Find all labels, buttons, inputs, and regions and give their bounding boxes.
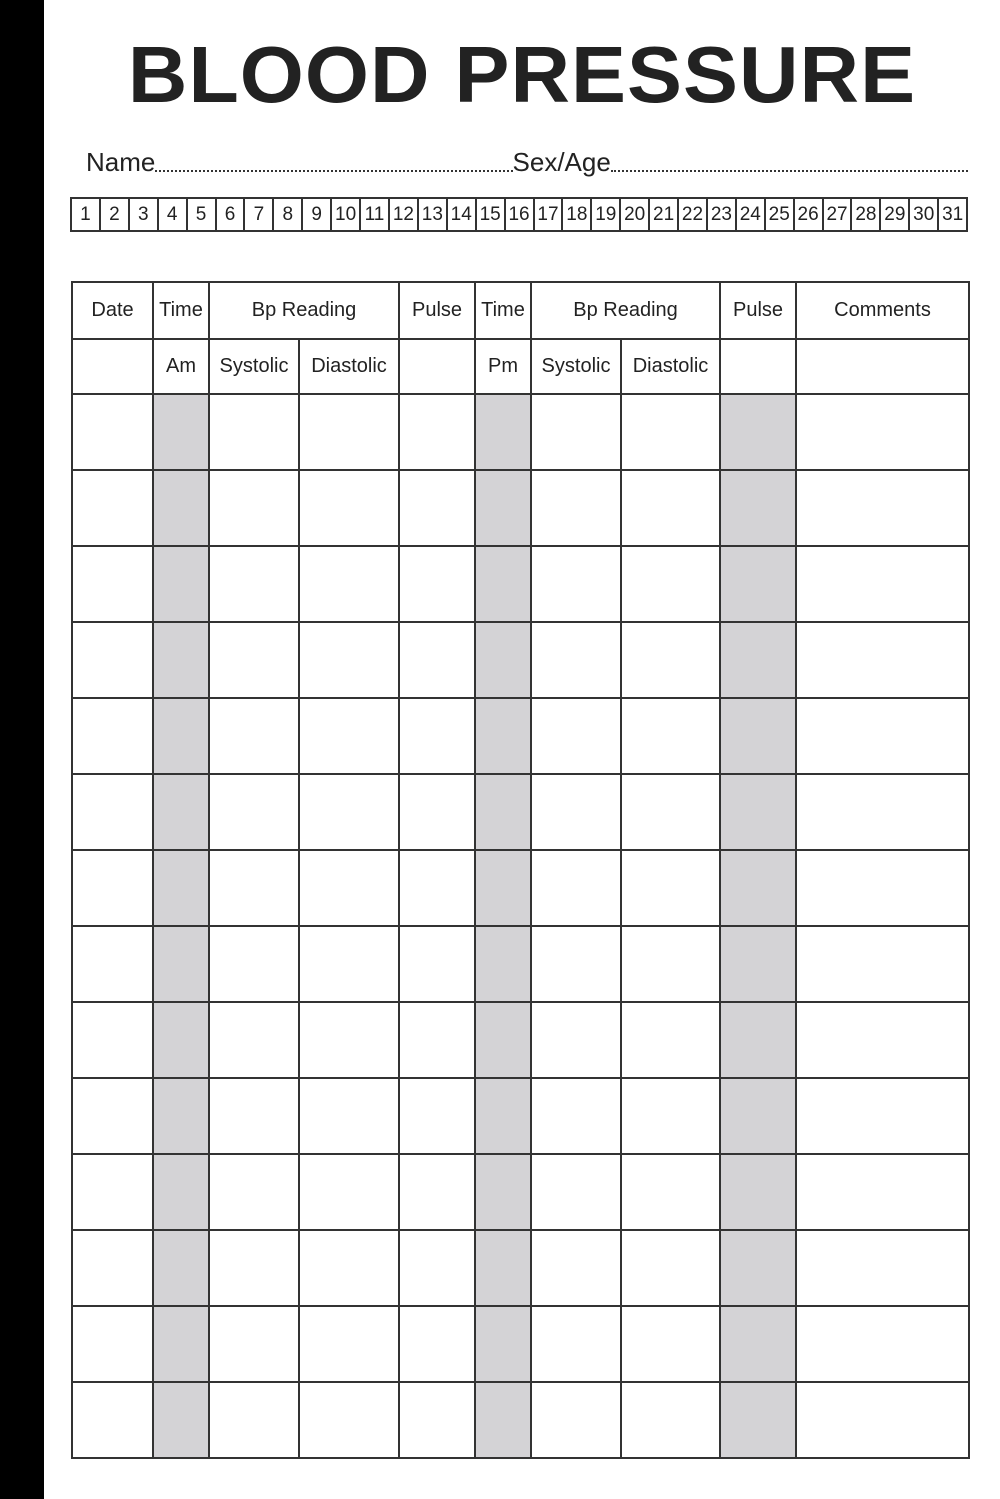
comments-cell[interactable] bbox=[796, 546, 969, 622]
subheader-row bbox=[72, 339, 969, 394]
pulse-am-cell[interactable] bbox=[399, 1154, 475, 1230]
systolic-pm-cell[interactable] bbox=[531, 1154, 621, 1230]
subheader-am: Am bbox=[153, 339, 209, 394]
pulse-pm-cell[interactable] bbox=[720, 1154, 796, 1230]
pulse-pm-cell[interactable] bbox=[720, 1078, 796, 1154]
day-box[interactable]: 25 bbox=[766, 199, 795, 230]
comments-cell[interactable] bbox=[796, 1078, 969, 1154]
time-am-cell[interactable] bbox=[153, 622, 209, 698]
day-box[interactable]: 27 bbox=[824, 199, 853, 230]
day-box[interactable]: 26 bbox=[795, 199, 824, 230]
systolic-pm-cell[interactable] bbox=[531, 698, 621, 774]
pulse-am-cell[interactable] bbox=[399, 546, 475, 622]
systolic-am-cell[interactable] bbox=[209, 622, 299, 698]
header-date: Date bbox=[72, 282, 153, 339]
systolic-pm-cell[interactable] bbox=[531, 850, 621, 926]
table-row bbox=[72, 1154, 969, 1230]
page-title: BLOOD PRESSURE bbox=[127, 30, 917, 119]
pulse-am-cell[interactable] bbox=[399, 850, 475, 926]
comments-cell[interactable] bbox=[796, 774, 969, 850]
systolic-am-cell[interactable] bbox=[209, 1382, 299, 1458]
day-box[interactable]: 28 bbox=[852, 199, 881, 230]
systolic-pm-cell[interactable] bbox=[531, 394, 621, 470]
day-box[interactable]: 30 bbox=[910, 199, 939, 230]
subheader-systolic-am: Systolic bbox=[209, 339, 299, 394]
diastolic-pm-cell[interactable] bbox=[621, 622, 720, 698]
diastolic-am-cell[interactable] bbox=[299, 1306, 399, 1382]
diastolic-am-cell[interactable] bbox=[299, 1230, 399, 1306]
date-cell[interactable] bbox=[72, 546, 153, 622]
diastolic-pm-cell[interactable] bbox=[621, 1230, 720, 1306]
header-pulse-am: Pulse bbox=[399, 282, 475, 339]
comments-cell[interactable] bbox=[796, 850, 969, 926]
day-box[interactable]: 8 bbox=[274, 199, 303, 230]
header-time-am: Time bbox=[153, 282, 209, 339]
day-selector bbox=[70, 197, 968, 232]
book-spine bbox=[0, 0, 44, 1499]
systolic-am-cell[interactable] bbox=[209, 774, 299, 850]
day-box[interactable]: 20 bbox=[621, 199, 650, 230]
date-cell[interactable] bbox=[72, 774, 153, 850]
pulse-pm-cell[interactable] bbox=[720, 546, 796, 622]
subheader-empty bbox=[72, 339, 153, 394]
table-row bbox=[72, 1002, 969, 1078]
date-cell[interactable] bbox=[72, 1382, 153, 1458]
pulse-am-cell[interactable] bbox=[399, 926, 475, 1002]
pulse-am-cell[interactable] bbox=[399, 1382, 475, 1458]
header-row bbox=[72, 282, 969, 339]
subheader-empty bbox=[796, 339, 969, 394]
subheader-diastolic-am: Diastolic bbox=[299, 339, 399, 394]
systolic-pm-cell[interactable] bbox=[531, 926, 621, 1002]
diastolic-pm-cell[interactable] bbox=[621, 1154, 720, 1230]
day-box[interactable]: 5 bbox=[188, 199, 217, 230]
systolic-pm-cell[interactable] bbox=[531, 622, 621, 698]
pulse-am-cell[interactable] bbox=[399, 774, 475, 850]
comments-cell[interactable] bbox=[796, 926, 969, 1002]
table-row bbox=[72, 774, 969, 850]
systolic-am-cell[interactable] bbox=[209, 546, 299, 622]
diastolic-am-cell[interactable] bbox=[299, 774, 399, 850]
date-cell[interactable] bbox=[72, 1154, 153, 1230]
name-label: Name bbox=[86, 147, 156, 177]
time-pm-cell[interactable] bbox=[475, 850, 531, 926]
diastolic-am-cell[interactable] bbox=[299, 1154, 399, 1230]
time-am-cell[interactable] bbox=[153, 1002, 209, 1078]
time-am-cell[interactable] bbox=[153, 1382, 209, 1458]
time-am-cell[interactable] bbox=[153, 470, 209, 546]
date-cell[interactable] bbox=[72, 394, 153, 470]
table-row bbox=[72, 1078, 969, 1154]
date-cell[interactable] bbox=[72, 1002, 153, 1078]
systolic-pm-cell[interactable] bbox=[531, 546, 621, 622]
comments-cell[interactable] bbox=[796, 1154, 969, 1230]
diastolic-pm-cell[interactable] bbox=[621, 926, 720, 1002]
day-box[interactable]: 19 bbox=[592, 199, 621, 230]
time-pm-cell[interactable] bbox=[475, 1154, 531, 1230]
systolic-pm-cell[interactable] bbox=[531, 1002, 621, 1078]
pulse-pm-cell[interactable] bbox=[720, 470, 796, 546]
time-pm-cell[interactable] bbox=[475, 546, 531, 622]
pulse-am-cell[interactable] bbox=[399, 698, 475, 774]
name-field[interactable] bbox=[155, 170, 512, 172]
date-cell[interactable] bbox=[72, 622, 153, 698]
table-row bbox=[72, 622, 969, 698]
time-am-cell[interactable] bbox=[153, 926, 209, 1002]
time-am-cell[interactable] bbox=[153, 1306, 209, 1382]
day-box[interactable]: 22 bbox=[679, 199, 708, 230]
pulse-pm-cell[interactable] bbox=[720, 1382, 796, 1458]
pulse-am-cell[interactable] bbox=[399, 1230, 475, 1306]
time-pm-cell[interactable] bbox=[475, 394, 531, 470]
table-row bbox=[72, 1306, 969, 1382]
pulse-pm-cell[interactable] bbox=[720, 926, 796, 1002]
time-am-cell[interactable] bbox=[153, 394, 209, 470]
systolic-am-cell[interactable] bbox=[209, 1154, 299, 1230]
table-row bbox=[72, 850, 969, 926]
table-row bbox=[72, 698, 969, 774]
comments-cell[interactable] bbox=[796, 1382, 969, 1458]
diastolic-am-cell[interactable] bbox=[299, 850, 399, 926]
systolic-pm-cell[interactable] bbox=[531, 1230, 621, 1306]
time-pm-cell[interactable] bbox=[475, 1002, 531, 1078]
day-box[interactable]: 13 bbox=[419, 199, 448, 230]
table-row bbox=[72, 546, 969, 622]
systolic-pm-cell[interactable] bbox=[531, 774, 621, 850]
table-row bbox=[72, 470, 969, 546]
diastolic-pm-cell[interactable] bbox=[621, 774, 720, 850]
day-box[interactable]: 21 bbox=[650, 199, 679, 230]
diastolic-pm-cell[interactable] bbox=[621, 470, 720, 546]
pulse-pm-cell[interactable] bbox=[720, 1002, 796, 1078]
day-box[interactable]: 14 bbox=[448, 199, 477, 230]
diastolic-am-cell[interactable] bbox=[299, 470, 399, 546]
date-cell[interactable] bbox=[72, 1306, 153, 1382]
date-cell[interactable] bbox=[72, 1230, 153, 1306]
subheader-diastolic-pm: Diastolic bbox=[621, 339, 720, 394]
comments-cell[interactable] bbox=[796, 1002, 969, 1078]
day-box[interactable]: 10 bbox=[332, 199, 361, 230]
pulse-am-cell[interactable] bbox=[399, 1306, 475, 1382]
info-line bbox=[86, 142, 968, 178]
systolic-am-cell[interactable] bbox=[209, 1306, 299, 1382]
pulse-pm-cell[interactable] bbox=[720, 1306, 796, 1382]
time-pm-cell[interactable] bbox=[475, 1078, 531, 1154]
diastolic-am-cell[interactable] bbox=[299, 1002, 399, 1078]
time-pm-cell[interactable] bbox=[475, 1382, 531, 1458]
diastolic-am-cell[interactable] bbox=[299, 622, 399, 698]
day-box[interactable]: 18 bbox=[563, 199, 592, 230]
systolic-pm-cell[interactable] bbox=[531, 1078, 621, 1154]
systolic-pm-cell[interactable] bbox=[531, 470, 621, 546]
time-am-cell[interactable] bbox=[153, 1230, 209, 1306]
pulse-am-cell[interactable] bbox=[399, 470, 475, 546]
day-box[interactable]: 7 bbox=[245, 199, 274, 230]
pulse-pm-cell[interactable] bbox=[720, 850, 796, 926]
day-box[interactable]: 29 bbox=[881, 199, 910, 230]
time-pm-cell[interactable] bbox=[475, 1306, 531, 1382]
pulse-pm-cell[interactable] bbox=[720, 698, 796, 774]
diastolic-pm-cell[interactable] bbox=[621, 1002, 720, 1078]
header-comments: Comments bbox=[796, 282, 969, 339]
table-row bbox=[72, 926, 969, 1002]
subheader-systolic-pm: Systolic bbox=[531, 339, 621, 394]
pulse-am-cell[interactable] bbox=[399, 622, 475, 698]
diastolic-pm-cell[interactable] bbox=[621, 1382, 720, 1458]
day-box[interactable]: 23 bbox=[708, 199, 737, 230]
day-box[interactable]: 31 bbox=[942, 203, 964, 225]
time-am-cell[interactable] bbox=[153, 546, 209, 622]
systolic-am-cell[interactable] bbox=[209, 394, 299, 470]
diastolic-am-cell[interactable] bbox=[299, 1382, 399, 1458]
table-row bbox=[72, 1382, 969, 1458]
systolic-am-cell[interactable] bbox=[209, 926, 299, 1002]
day-box[interactable]: 2 bbox=[101, 199, 130, 230]
systolic-am-cell[interactable] bbox=[209, 1078, 299, 1154]
diastolic-pm-cell[interactable] bbox=[621, 546, 720, 622]
systolic-am-cell[interactable] bbox=[209, 470, 299, 546]
day-box[interactable]: 9 bbox=[303, 199, 332, 230]
day-box[interactable]: 15 bbox=[477, 199, 506, 230]
systolic-am-cell[interactable] bbox=[209, 698, 299, 774]
diastolic-am-cell[interactable] bbox=[299, 1078, 399, 1154]
pulse-pm-cell[interactable] bbox=[720, 1230, 796, 1306]
time-pm-cell[interactable] bbox=[475, 698, 531, 774]
time-pm-cell[interactable] bbox=[475, 774, 531, 850]
day-box[interactable]: 3 bbox=[130, 199, 159, 230]
header-bp-reading-am: Bp Reading bbox=[209, 282, 399, 339]
time-am-cell[interactable] bbox=[153, 1154, 209, 1230]
diastolic-am-cell[interactable] bbox=[299, 546, 399, 622]
day-box[interactable]: 6 bbox=[217, 199, 246, 230]
date-cell[interactable] bbox=[72, 1078, 153, 1154]
systolic-pm-cell[interactable] bbox=[531, 1306, 621, 1382]
day-box[interactable]: 11 bbox=[361, 199, 390, 230]
time-pm-cell[interactable] bbox=[475, 1230, 531, 1306]
date-cell[interactable] bbox=[72, 698, 153, 774]
bp-log-table bbox=[71, 281, 970, 1459]
sex-age-field[interactable] bbox=[611, 170, 968, 172]
diastolic-pm-cell[interactable] bbox=[621, 394, 720, 470]
time-am-cell[interactable] bbox=[153, 774, 209, 850]
subheader-empty bbox=[720, 339, 796, 394]
pulse-pm-cell[interactable] bbox=[720, 394, 796, 470]
day-box[interactable]: 12 bbox=[390, 199, 419, 230]
pulse-am-cell[interactable] bbox=[399, 1078, 475, 1154]
date-cell[interactable] bbox=[72, 850, 153, 926]
pulse-am-cell[interactable] bbox=[399, 1002, 475, 1078]
diastolic-am-cell[interactable] bbox=[299, 394, 399, 470]
comments-cell[interactable] bbox=[796, 1306, 969, 1382]
diastolic-am-cell[interactable] bbox=[299, 926, 399, 1002]
systolic-pm-cell[interactable] bbox=[531, 1382, 621, 1458]
time-am-cell[interactable] bbox=[153, 698, 209, 774]
comments-cell[interactable] bbox=[796, 1230, 969, 1306]
header-time-pm: Time bbox=[475, 282, 531, 339]
diastolic-am-cell[interactable] bbox=[299, 698, 399, 774]
pulse-am-cell[interactable] bbox=[399, 394, 475, 470]
time-pm-cell[interactable] bbox=[475, 926, 531, 1002]
day-box[interactable]: 16 bbox=[506, 199, 535, 230]
date-cell[interactable] bbox=[72, 470, 153, 546]
comments-cell[interactable] bbox=[796, 622, 969, 698]
pulse-pm-cell[interactable] bbox=[720, 622, 796, 698]
pulse-pm-cell[interactable] bbox=[720, 774, 796, 850]
systolic-am-cell[interactable] bbox=[209, 850, 299, 926]
header-bp-reading-pm: Bp Reading bbox=[531, 282, 720, 339]
diastolic-pm-cell[interactable] bbox=[621, 850, 720, 926]
subheader-empty bbox=[399, 339, 475, 394]
comments-cell[interactable] bbox=[796, 470, 969, 546]
diastolic-pm-cell[interactable] bbox=[621, 698, 720, 774]
time-pm-cell[interactable] bbox=[475, 622, 531, 698]
time-am-cell[interactable] bbox=[153, 850, 209, 926]
comments-cell[interactable] bbox=[796, 698, 969, 774]
subheader-pm: Pm bbox=[475, 339, 531, 394]
header-pulse-pm: Pulse bbox=[720, 282, 796, 339]
sex-age-label: Sex/Age bbox=[512, 147, 611, 177]
time-am-cell[interactable] bbox=[153, 1078, 209, 1154]
time-pm-cell[interactable] bbox=[475, 470, 531, 546]
day-box[interactable]: 4 bbox=[159, 199, 188, 230]
systolic-am-cell[interactable] bbox=[209, 1002, 299, 1078]
day-box[interactable]: 17 bbox=[535, 199, 564, 230]
diastolic-pm-cell[interactable] bbox=[621, 1306, 720, 1382]
systolic-am-cell[interactable] bbox=[209, 1230, 299, 1306]
diastolic-pm-cell[interactable] bbox=[621, 1078, 720, 1154]
day-box[interactable]: 24 bbox=[737, 199, 766, 230]
table-row bbox=[72, 1230, 969, 1306]
table-row bbox=[72, 394, 969, 470]
comments-cell[interactable] bbox=[796, 394, 969, 470]
date-cell[interactable] bbox=[72, 926, 153, 1002]
day-box[interactable]: 1 bbox=[72, 199, 101, 230]
